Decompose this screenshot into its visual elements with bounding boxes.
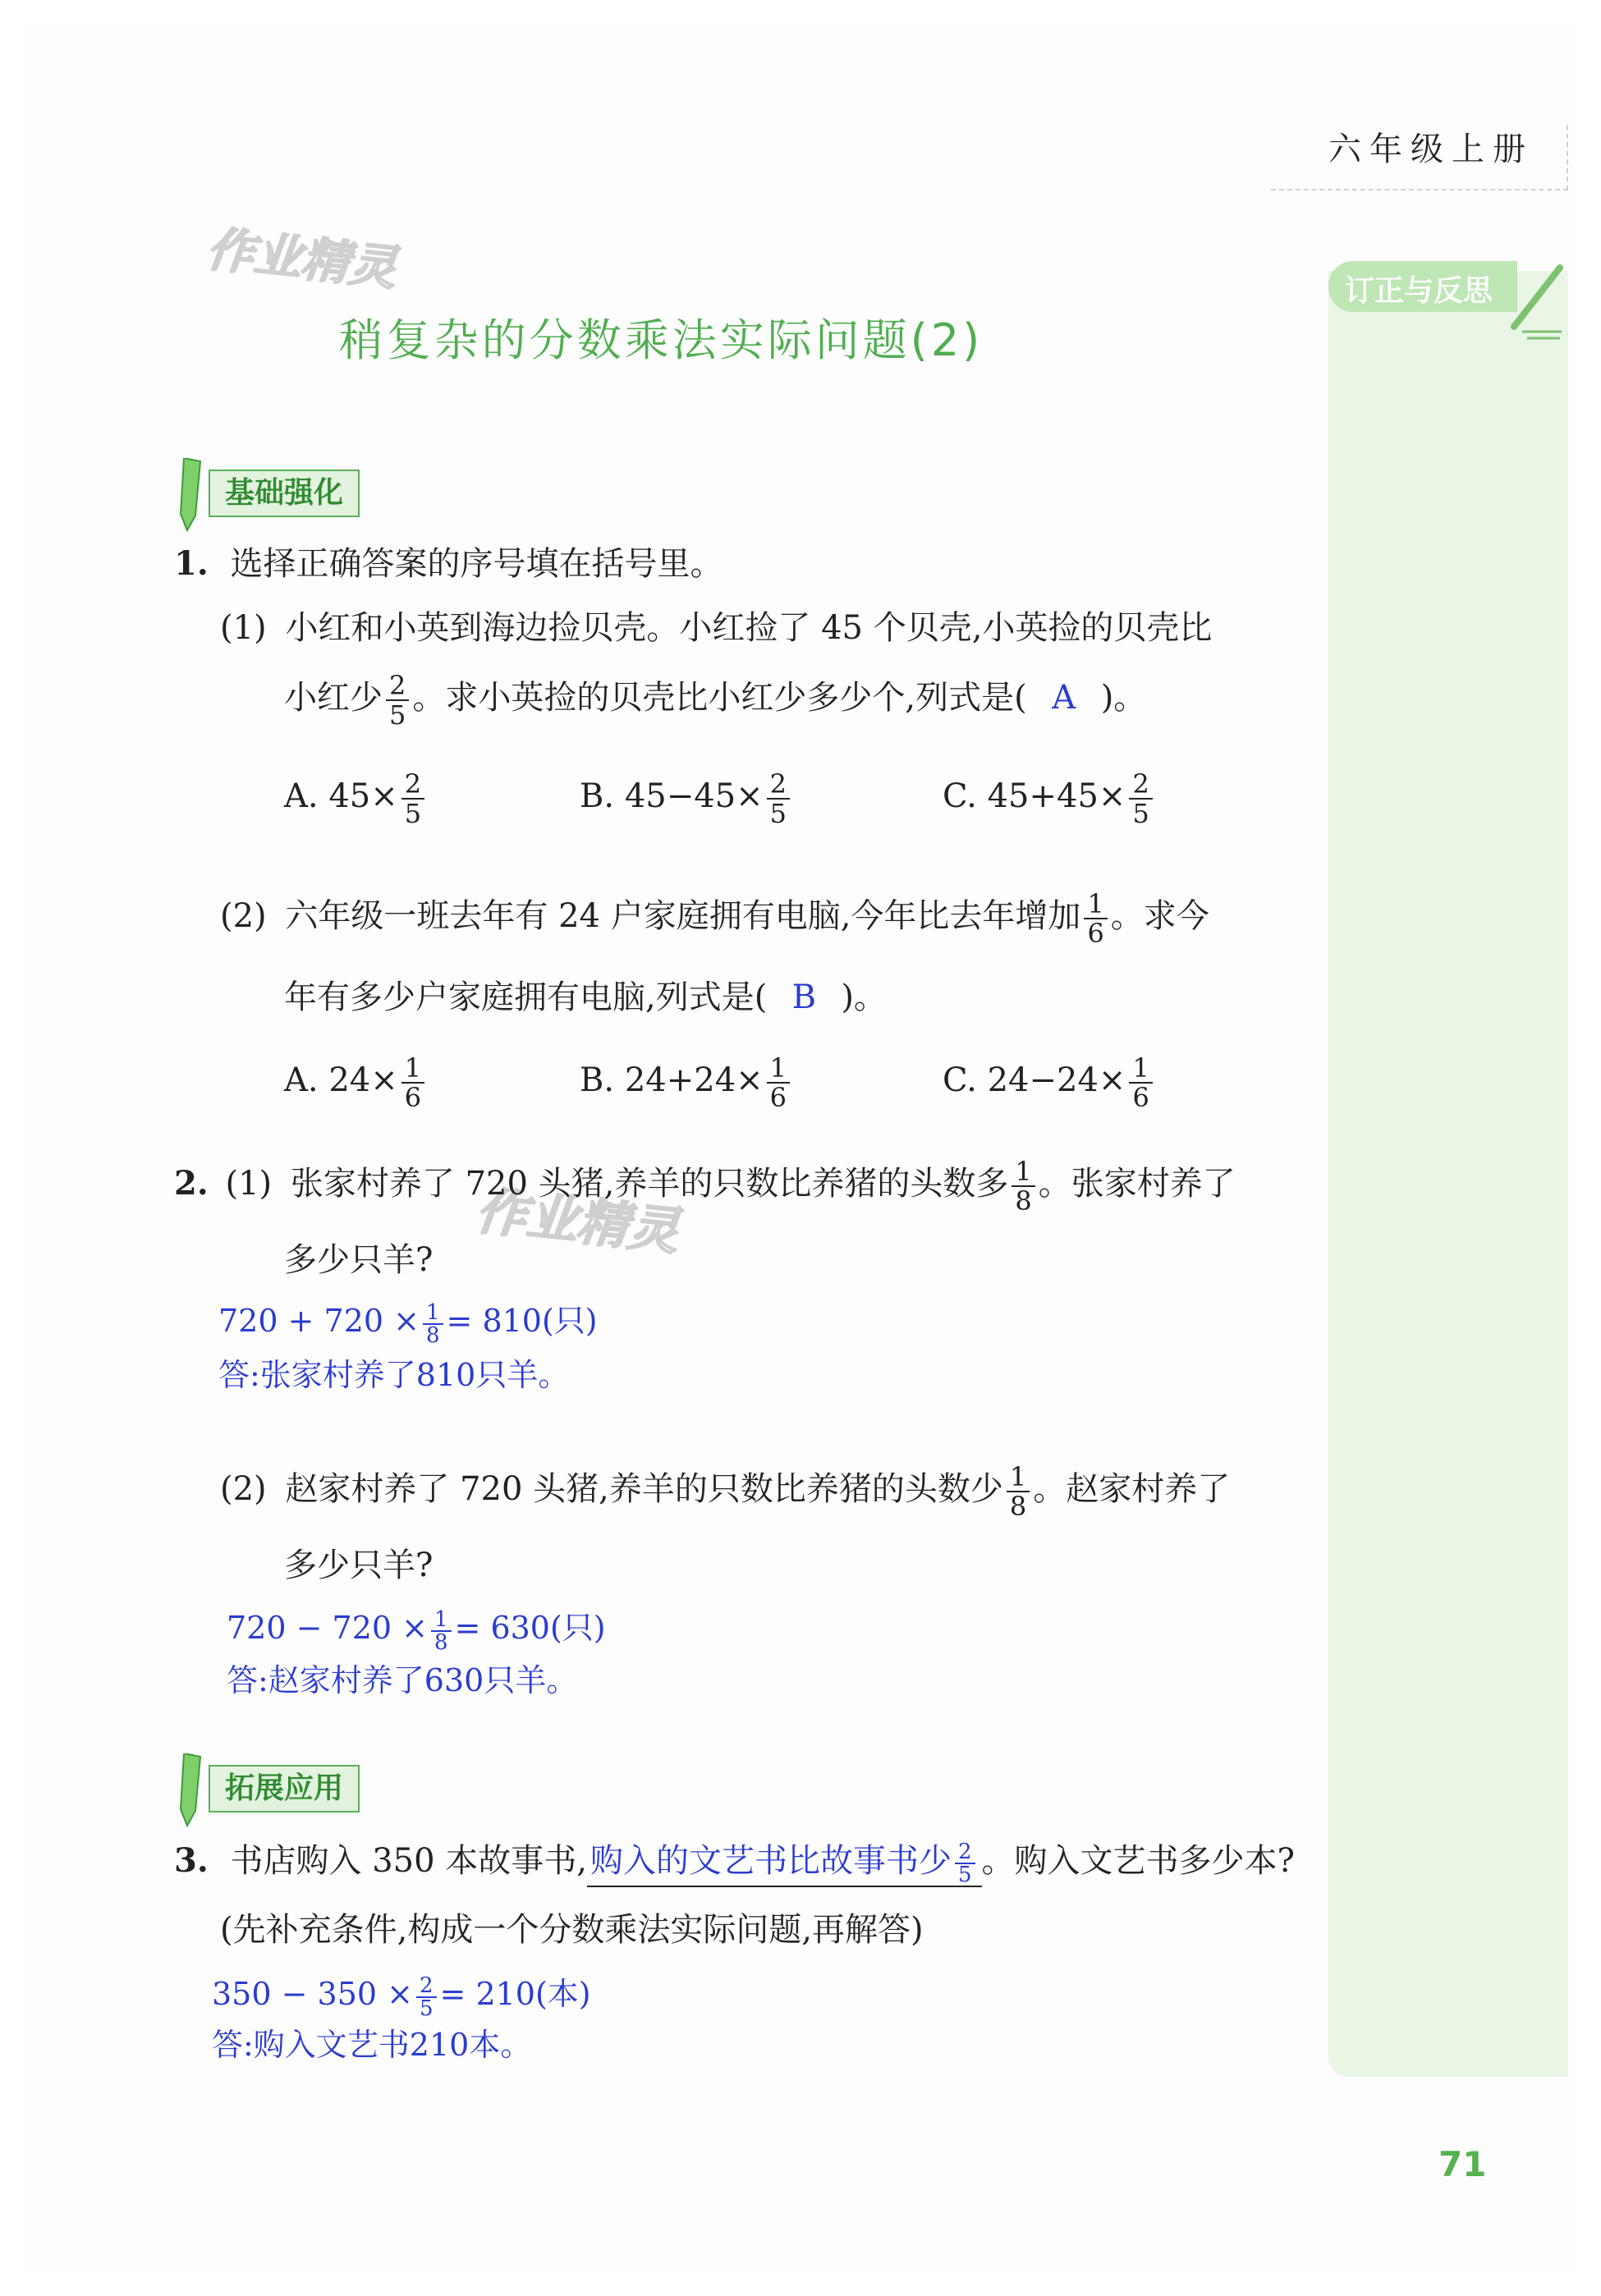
part-label: (1): [225, 1165, 273, 1203]
fraction: $\frac{2}{5}$: [401, 770, 424, 827]
question-number: 3.: [174, 1841, 209, 1880]
part-label: (1): [220, 609, 267, 647]
watermark: 作业精灵: [473, 1180, 682, 1262]
page-title: 稍复杂的分数乘法实际问题(2): [338, 314, 984, 366]
fraction: $\frac{1}{6}$: [1129, 1054, 1152, 1111]
question-text: )。: [1100, 679, 1147, 717]
question-text: 选择正确答案的序号填在括号里。: [230, 545, 723, 583]
q2-part1-equation: [218, 1295, 598, 1346]
sidebar-label: 订正与反思: [1345, 274, 1493, 308]
fraction: $\frac{1}{6}$: [1084, 890, 1107, 947]
fraction: $\frac{1}{6}$: [767, 1054, 790, 1111]
answer-text: = 210(本): [439, 1976, 591, 2012]
fraction: $\frac{1}{8}$: [423, 1302, 443, 1346]
q2-part2-equation: [227, 1602, 606, 1653]
q1-part1-option-b: [580, 770, 793, 827]
option-text: B. 45−45×: [580, 777, 764, 815]
part-label: (2): [220, 1470, 267, 1508]
answer-text: = 630(只): [454, 1610, 606, 1646]
section-title: 基础强化: [209, 470, 360, 517]
question-text: )。: [841, 978, 887, 1016]
question-text: 。购入文艺书多少本?: [981, 1842, 1295, 1880]
q1-part1-option-a: [284, 770, 428, 827]
watermark: 作业精灵: [204, 221, 400, 296]
question-text: 书店购入 350 本故事书,: [230, 1842, 587, 1880]
page-number: 71: [1438, 2144, 1487, 2184]
q3-line2: (先补充条件,构成一个分数乘法实际问题,再解答): [220, 1911, 924, 1949]
question-1-stem: [174, 542, 723, 586]
option-text: A. 45×: [284, 777, 398, 815]
fraction: $\frac{1}{8}$: [1007, 1463, 1030, 1520]
question-text: 小红和小英到海边捡贝壳。小红捡了 45 个贝壳,小英捡的贝壳比: [285, 609, 1213, 647]
option-text: C. 45+45×: [943, 777, 1126, 815]
q3-answer: 答:购入文艺书210本。: [212, 2027, 532, 2063]
q3-line1: [174, 1839, 1295, 1887]
question-text: 赵家村养了 720 头猪,养羊的只数比养猪的头数少: [285, 1470, 1003, 1508]
fraction: $\frac{2}{5}$: [767, 770, 790, 827]
option-text: A. 24×: [284, 1061, 398, 1099]
fraction: $\frac{1}{6}$: [401, 1054, 424, 1111]
question-text: 。求小英捡的贝壳比小红少多少个,列式是(: [412, 679, 1027, 717]
q2-part1-answer: 答:张家村养了810只羊。: [218, 1357, 570, 1393]
fraction: $\frac{2}{5}$: [1129, 770, 1152, 827]
q2-part1-line1: [174, 1157, 1236, 1215]
question-number: 1.: [174, 544, 209, 583]
answer-text: = 810(只): [446, 1303, 598, 1339]
fraction: $\frac{2}{5}$: [416, 1975, 437, 2019]
q1-part2-option-a: [284, 1054, 428, 1111]
grade-label: 六年级上册: [1328, 131, 1534, 168]
fraction: $\frac{1}{8}$: [431, 1609, 452, 1653]
answer-text: 720 − 720 ×: [227, 1610, 428, 1646]
pencil-icon: [176, 1753, 204, 1827]
q1-part2-option-c: [943, 1054, 1156, 1111]
answer-text: 720 + 720 ×: [218, 1303, 420, 1339]
option-text: C. 24−24×: [943, 1061, 1126, 1099]
fraction: $\frac{1}{8}$: [1012, 1157, 1034, 1215]
q1-part1-line1: [220, 606, 1212, 650]
q2-part2-answer: 答:赵家村养了630只羊。: [227, 1662, 578, 1698]
question-text: 六年级一班去年有 24 户家庭拥有电脑,今年比去年增加: [285, 897, 1081, 935]
q1-part2-line1: [220, 890, 1209, 947]
question-text: 年有多少户家庭拥有电脑,列式是(: [284, 978, 768, 1016]
question-text: 。张家村养了: [1038, 1165, 1236, 1203]
q1-part1-option-c: [943, 770, 1156, 827]
q3-equation: [212, 1968, 591, 2019]
question-text: 。赵家村养了: [1033, 1470, 1231, 1508]
q2-part2-line1: [220, 1463, 1230, 1520]
answer-text: 购入的文艺书比故事书少: [589, 1842, 952, 1880]
question-text: 。求今: [1110, 897, 1209, 935]
question-text: 张家村养了 720 头猪,养羊的只数比养猪的头数多: [290, 1165, 1009, 1203]
question-text: 小红少: [284, 679, 383, 717]
q1-part1-line2: [284, 671, 1146, 729]
q1-part2-line2: [284, 975, 887, 1020]
question-number: 2.: [174, 1164, 209, 1203]
answer-blank[interactable]: B: [791, 978, 817, 1016]
q2-part1-line2: 多少只羊?: [284, 1241, 434, 1279]
condition-fill-blank[interactable]: [587, 1839, 982, 1887]
section-title: 拓展应用: [209, 1765, 360, 1813]
answer-text: 350 − 350 ×: [212, 1976, 413, 2012]
fraction: $\frac{2}{5}$: [386, 671, 409, 729]
q2-part2-line2: 多少只羊?: [284, 1547, 434, 1584]
pencil-icon: [1509, 261, 1568, 343]
correction-sidebar: [1328, 271, 1568, 2077]
option-text: B. 24+24×: [580, 1061, 764, 1099]
q1-part2-option-b: [580, 1054, 793, 1111]
pencil-icon: [176, 458, 204, 532]
fraction: $\frac{2}{5}$: [955, 1841, 975, 1886]
part-label: (2): [220, 897, 267, 935]
answer-blank[interactable]: A: [1052, 679, 1076, 717]
